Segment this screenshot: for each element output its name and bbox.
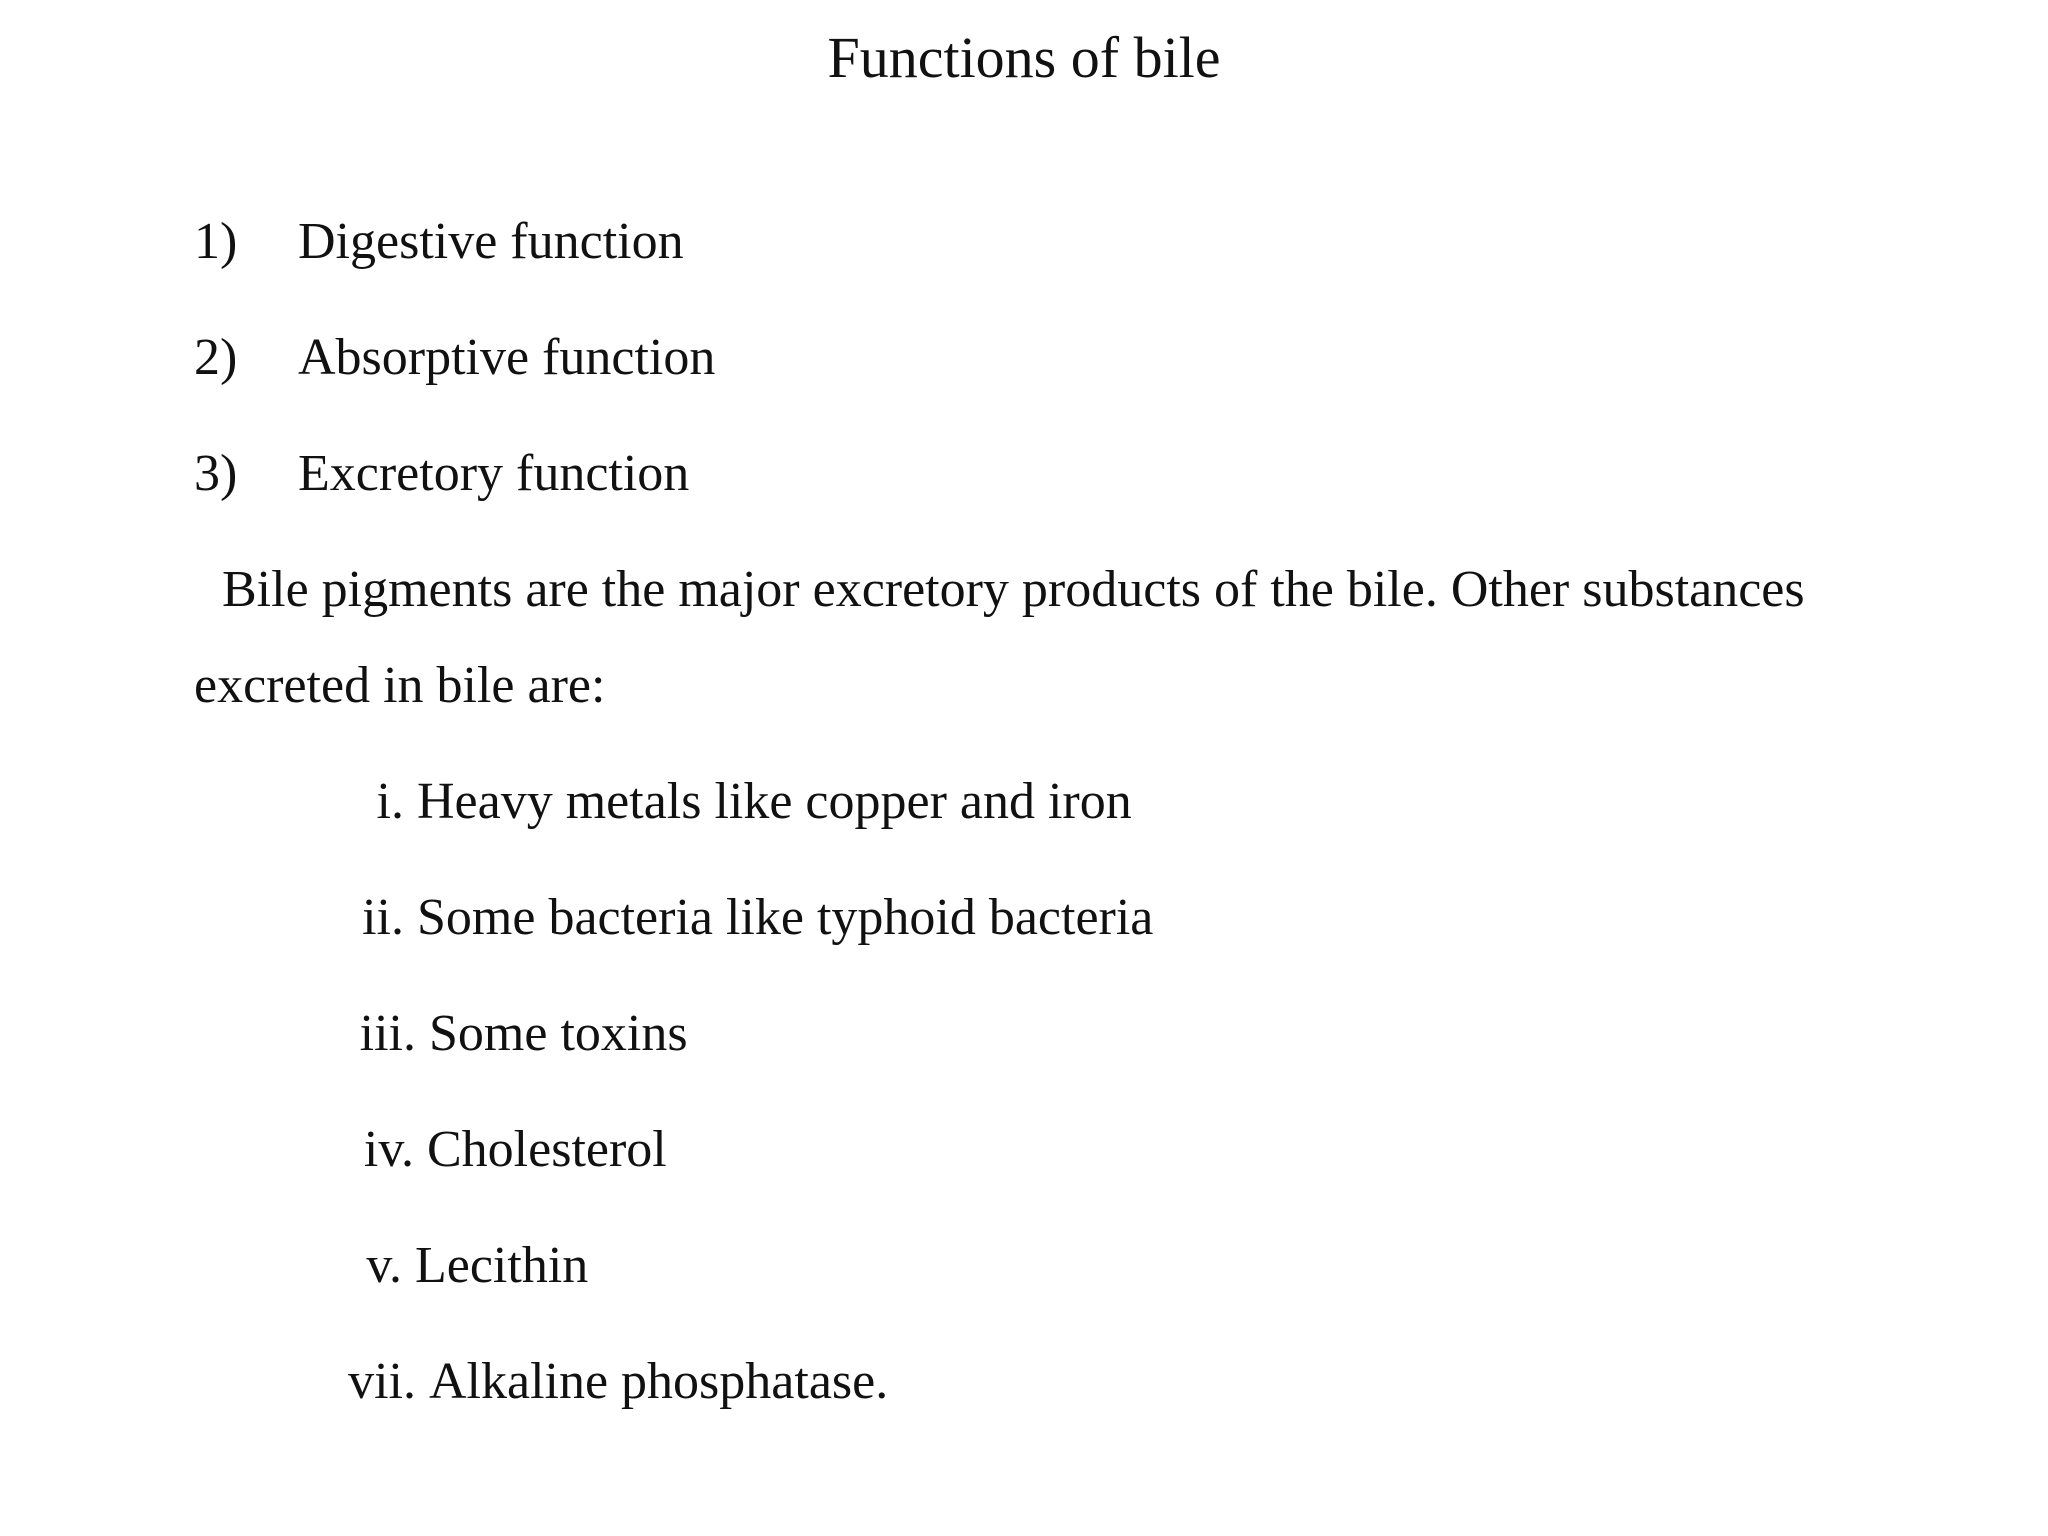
list-item-text: Some toxins xyxy=(429,1005,688,1062)
list-marker: i. xyxy=(376,773,404,830)
list-item-text: Excretory function xyxy=(298,445,690,502)
numbered-list-item xyxy=(194,326,715,390)
roman-list-item xyxy=(366,1234,589,1298)
list-marker: iv. xyxy=(363,1121,414,1178)
list-item-text: Heavy metals like copper and iron xyxy=(417,773,1132,830)
numbered-list-item xyxy=(194,210,684,274)
roman-list-item xyxy=(359,1002,688,1066)
list-item-text: Digestive function xyxy=(298,213,684,270)
roman-list-item xyxy=(376,770,1132,834)
paragraph-line-2: excreted in bile are: xyxy=(194,657,606,714)
list-item-text: Absorptive function xyxy=(298,329,716,386)
list-marker: vii. xyxy=(348,1353,416,1410)
list-marker: ii. xyxy=(362,889,404,946)
list-item-text: Cholesterol xyxy=(427,1121,667,1178)
page-title: Functions of bile xyxy=(827,25,1221,90)
list-item-text: Alkaline phosphatase. xyxy=(429,1353,889,1410)
numbered-list-item xyxy=(194,442,689,506)
list-item-text: Lecithin xyxy=(415,1237,589,1294)
list-marker: iii. xyxy=(359,1005,416,1062)
roman-list-item xyxy=(348,1350,889,1414)
roman-list-item xyxy=(362,886,1154,950)
list-marker: 1) xyxy=(194,213,238,270)
roman-list-item xyxy=(363,1118,667,1182)
paragraph-line-1: Bile pigments are the major excretory products of the bile. Other substances xyxy=(222,561,1805,618)
list-marker: v. xyxy=(366,1237,402,1294)
list-marker: 2) xyxy=(194,329,238,386)
list-marker: 3) xyxy=(194,445,238,502)
list-item-text: Some bacteria like typhoid bacteria xyxy=(417,889,1154,946)
